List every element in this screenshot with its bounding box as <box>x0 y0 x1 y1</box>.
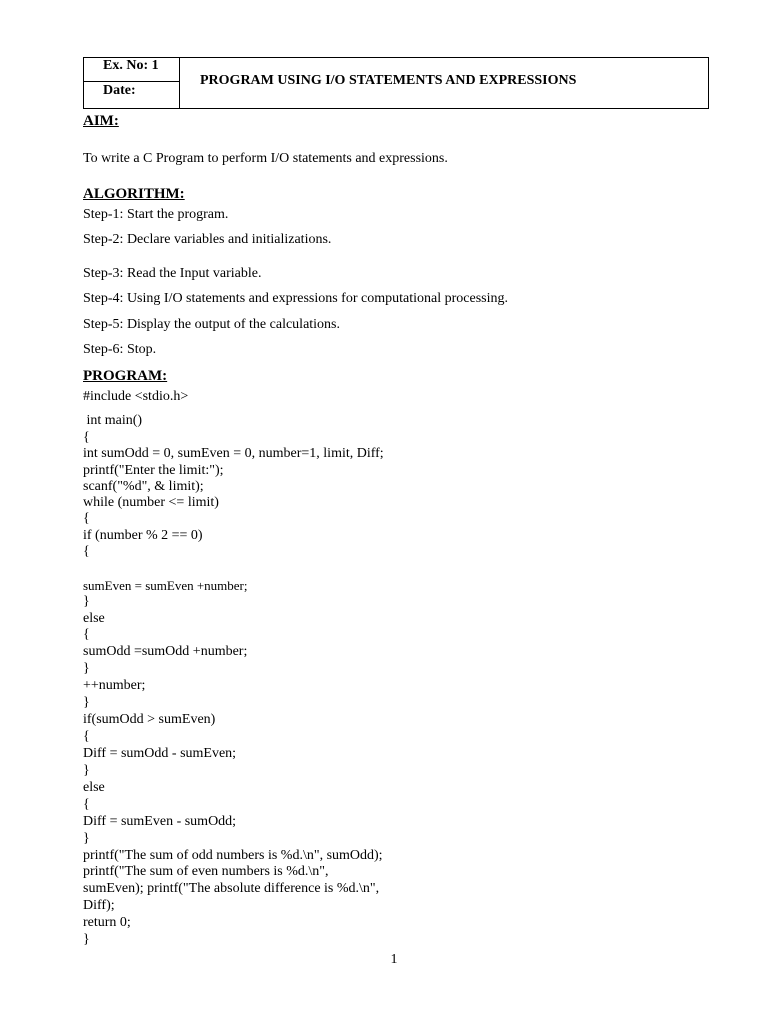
exercise-number: Ex. No: 1 <box>84 58 179 82</box>
code-line: else <box>83 611 105 626</box>
code-line: ++number; <box>83 678 146 693</box>
code-line: { <box>83 430 90 445</box>
code-line: if (number % 2 == 0) <box>83 528 203 543</box>
code-line: sumEven = sumEven +number; <box>83 578 248 593</box>
code-line: { <box>83 544 90 559</box>
algorithm-step: Step-5: Display the output of the calculations. <box>83 317 341 332</box>
aim-heading: AIM: <box>83 113 119 129</box>
algorithm-step: Step-1: Start the program. <box>83 207 229 222</box>
code-line: scanf("%d", & limit); <box>83 479 204 494</box>
exercise-date: Date: <box>103 83 136 98</box>
code-line: } <box>83 661 90 676</box>
code-line: sumEven); printf("The absolute difference is %d.\n", <box>83 881 380 896</box>
code-line: sumOdd =sumOdd +number; <box>83 644 248 659</box>
code-line: if(sumOdd > sumEven) <box>83 712 216 727</box>
header-table <box>83 57 709 109</box>
header-left-column <box>84 58 180 108</box>
code-line: else <box>83 780 105 795</box>
code-line: { <box>83 627 90 642</box>
code-line: { <box>83 729 90 744</box>
code-line: int sumOdd = 0, sumEven = 0, number=1, limit, Diff; <box>83 446 384 461</box>
algorithm-step: Step-4: Using I/O statements and expressions for computational processing. <box>83 291 508 306</box>
algorithm-step: Step-6: Stop. <box>83 342 157 357</box>
aim-text: To write a C Program to perform I/O statements and expressions. <box>83 151 448 166</box>
code-line: { <box>83 797 90 812</box>
code-line: } <box>83 594 90 609</box>
exercise-title: PROGRAM USING I/O STATEMENTS AND EXPRESSIONS <box>200 73 577 88</box>
code-line: } <box>83 932 90 947</box>
algorithm-step: Step-3: Read the Input variable. <box>83 266 262 281</box>
code-line: Diff = sumEven - sumOdd; <box>83 814 237 829</box>
code-line: return 0; <box>83 915 131 930</box>
algorithm-step: Step-2: Declare variables and initializations. <box>83 232 332 247</box>
code-line: printf("The sum of odd numbers is %d.\n", sumOdd); <box>83 848 383 863</box>
code-line: } <box>83 695 90 710</box>
page-number: 1 <box>390 952 398 967</box>
code-line: { <box>83 511 90 526</box>
program-heading: PROGRAM: <box>83 368 168 384</box>
code-line: printf("Enter the limit:"); <box>83 463 224 478</box>
code-line: #include <stdio.h> <box>83 389 189 404</box>
code-line: Diff = sumOdd - sumEven; <box>83 746 237 761</box>
algorithm-heading: ALGORITHM: <box>83 186 185 202</box>
code-line: int main() <box>83 413 143 428</box>
code-line: printf("The sum of even numbers is %d.\n", <box>83 864 329 879</box>
code-line: } <box>83 831 90 846</box>
code-line: Diff); <box>83 898 115 913</box>
code-line: } <box>83 763 90 778</box>
code-line: while (number <= limit) <box>83 495 219 510</box>
